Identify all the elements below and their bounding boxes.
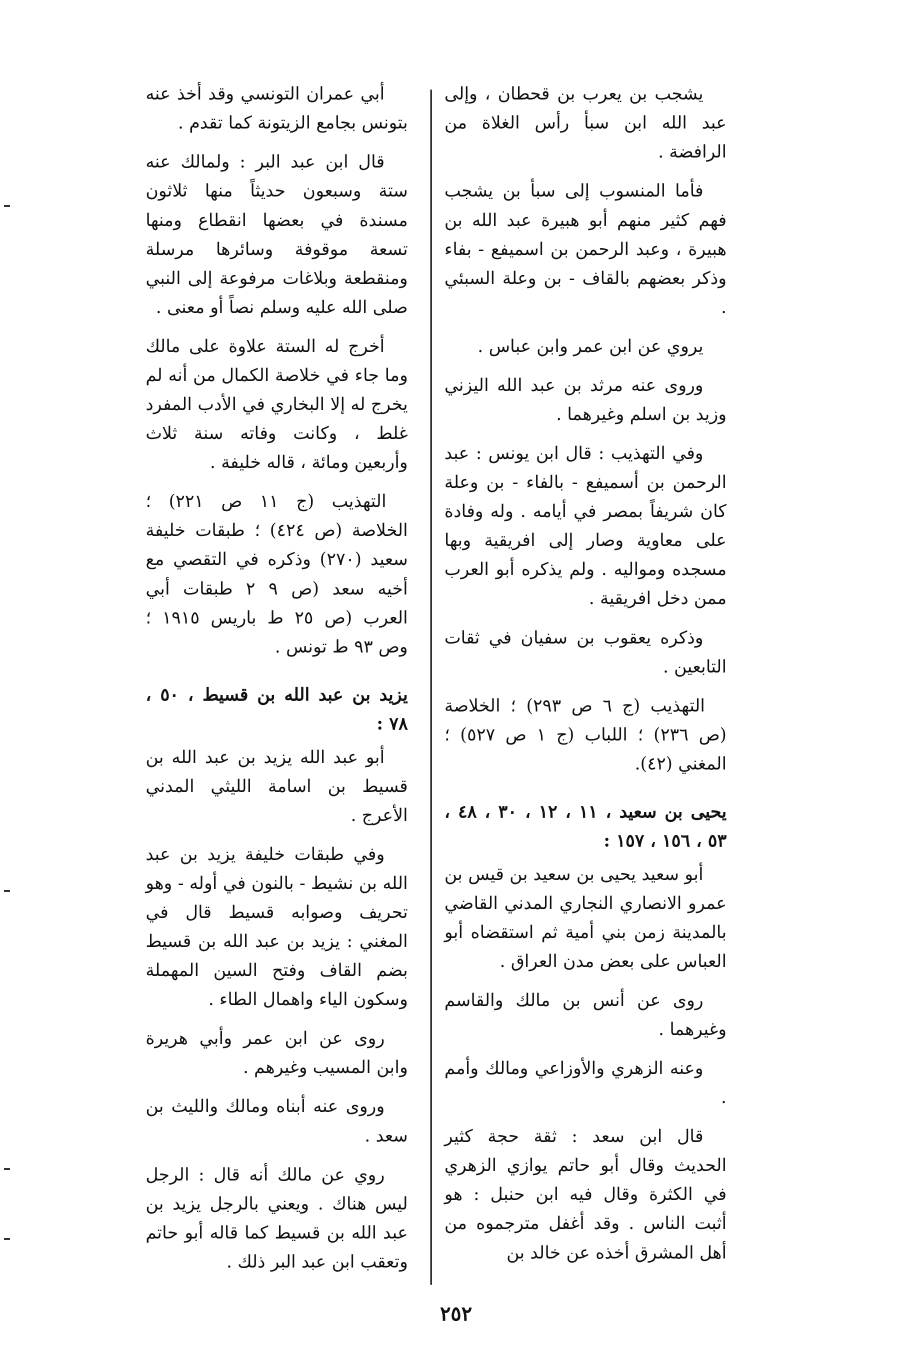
paragraph: أبو سعيد يحيى بن سعيد بن قيس بن عمرو الانصاري النجاري المدني القاضي بالمدينة زمن بني أمية ثم استقضاه أبو العباس على بعض مدن العراق .: [444, 864, 727, 972]
margin-mark: [4, 205, 10, 207]
references: التهذيب (ج ٦ ص ٢٩٣) ؛ الخلاصة (ص ٢٣٦) ؛ اللباب (ج ١ ص ٥٢٧) ؛ المغني (٤٢).: [444, 695, 727, 774]
margin-mark: [4, 1238, 10, 1240]
paragraph: وروى عنه مرثد بن عبد الله اليزني وزيد بن اسلم وغيرهما .: [444, 375, 727, 425]
entry-heading: يزيد بن عبد الله بن قسيط ، ٥٠ ، ٧٨ :: [145, 683, 408, 734]
paragraph: روى عن ابن عمر وأبي هريرة وابن المسيب وغيرهم .: [145, 1028, 408, 1078]
paragraph: أخرج له الستة علاوة على مالك وما جاء في خلاصة الكمال من أنه لم يخرج له إلا البخاري في الأدب المفرد غلط ، وكانت وفاته سنة ثلاث وأربعين ومائة ، قاله خليفة .: [145, 336, 408, 473]
paragraph: يروي عن ابن عمر وابن عباس .: [477, 336, 704, 357]
paragraph: روى عن أنس بن مالك والقاسم وغيرهما .: [444, 990, 727, 1040]
left-column: [146, 80, 408, 1300]
paragraph: روي عن مالك أنه قال : الرجل ليس هناك . ويعني بالرجل يزيد بن عبد الله بن قسيط كما قاله أبو حاتم وتعقب ابن عبد البر ذلك .: [145, 1164, 408, 1272]
paragraph: أبي عمران التونسي وقد أخذ عنه بتونس بجامع الزيتونة كما تقدم .: [145, 83, 408, 133]
references: التهذيب (ج ١١ ص ٢٢١) ؛ الخلاصة (ص ٤٢٤) ؛ طبقات خليفة سعيد (٢٧٠) وذكره في التقصي مع أخيه سعد (ص ٩ ٢ طبقات أبي العرب (ص ٢٥ ط باريس ١٩١٥ ؛ وص ٩٣ ط تونس .: [145, 491, 408, 657]
margin-mark: [4, 890, 10, 892]
paragraph: وذكره يعقوب بن سفيان في ثقات التابعين .: [444, 627, 727, 677]
paragraph: فأما المنسوب إلى سبأ بن يشجب فهم كثير منهم أبو هبيرة عبد الله بن هبيرة ، وعبد الرحمن بن اسميفع - بفاء وذكر بعضهم بالقاف - بن وعلة السبئي .: [444, 180, 727, 318]
page-number: ٢٥٢: [439, 1301, 473, 1326]
paragraph: أبو عبد الله يزيد بن عبد الله بن قسيط بن اسامة الليثي المدني الأعرج .: [145, 747, 408, 826]
paragraph: يشجب بن يعرب بن قحطان ، وإلى عبد الله ابن سبأ رأس الغلاة من الرافضة .: [444, 83, 727, 162]
margin-mark: [4, 1168, 10, 1170]
paragraph: وفي التهذيب : قال ابن يونس : عبد الرحمن بن أسميفع - بالفاء - بن وعلة كان شريفاً بمصر في أيامه . وله وفادة على معاوية وصار إلى افريقية وبها مسجده ومواليه . ولم يذكره أبو العرب ممن دخل افريقية .: [444, 443, 727, 609]
paragraph: قال ابن سعد : ثقة حجة كثير الحديث وقال أبو حاتم يوازي الزهري في الكثرة وقال فيه ابن حنبل : هو أثبت الناس . وقد أغفل مترجموه من أهل المشرق أخذه عن خالد بن: [444, 1126, 727, 1263]
paragraph: وفي طبقات خليفة يزيد بن عبد الله بن نشيط - بالنون في أوله - وهو تحريف وصوابه قسيط قال في المغني : يزيد بن عبد الله بن قسيط بضم القاف وفتح السين المهملة وسكون الياء واهمال الطاء .: [145, 844, 408, 1010]
paragraph: وعنه الزهري والأوزاعي ومالك وأمم .: [444, 1058, 727, 1108]
entry-heading: يحيى بن سعيد ، ١١ ، ١٢ ، ٣٠ ، ٤٨ ، ٥٣ ، ١٥٦ ، ١٥٧ :: [444, 800, 727, 851]
paragraph: قال ابن عبد البر : ولمالك عنه ستة وسبعون حديثاً منها ثلاثون مسندة في بعضها انقطاع ومنها تسعة موقوفة وسائرها مرسلة ومنقطعة وبلاغات مرفوعة إلى النبي صلى الله عليه وسلم نصاً أو معنى .: [145, 151, 408, 318]
right-column: [444, 80, 726, 1300]
column-divider: [430, 90, 432, 1285]
page-content: [78, 0, 835, 1361]
paragraph: وروى عنه أبناه ومالك والليث بن سعد .: [145, 1096, 408, 1146]
